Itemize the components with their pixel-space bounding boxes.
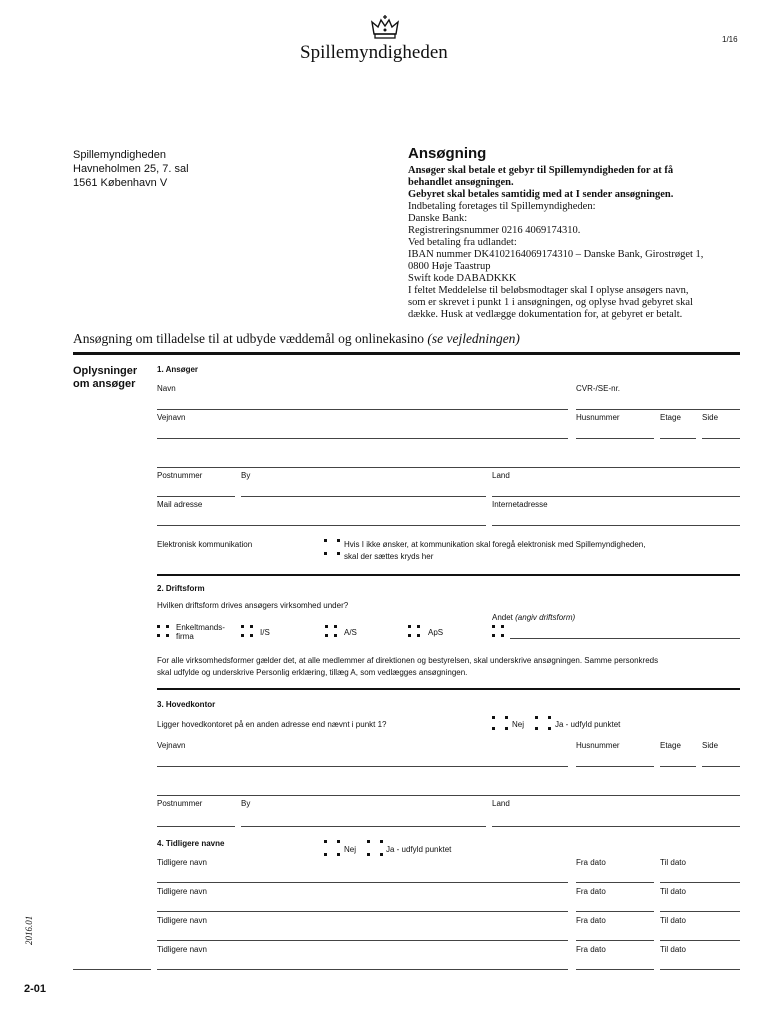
hk-field-land[interactable]: [492, 826, 740, 827]
application-title: Ansøgning: [408, 145, 487, 162]
label-internet: Internetadresse: [492, 500, 548, 509]
driftsform-note-1: For alle virksomhedsformer gælder det, at alle medlemmer af direktionen og bestyrelsen, skal underskrive ansøgningen. Samme personkreds: [157, 656, 659, 665]
andet-italic: (angiv driftsform): [515, 613, 576, 622]
payment-line-4: Ved betaling fra udlandet:: [408, 237, 517, 248]
prev-name-label: Tidligere navn: [157, 916, 207, 925]
prev-from-label: Fra dato: [576, 887, 606, 896]
prev-name-field[interactable]: [157, 969, 568, 970]
prev-to-label: Til dato: [660, 887, 686, 896]
label-postnummer: Postnummer: [157, 471, 203, 480]
prev-to-field[interactable]: [660, 940, 740, 941]
driftsform-note: [157, 655, 658, 679]
form-heading-main: Ansøgning om tilladelse til at udbyde væddemål og onlinekasino: [73, 331, 424, 346]
payment-line-5: IBAN nummer DK4102164069174310 – Danske Bank, Girostrøget 1,: [408, 249, 704, 260]
checkbox-tidligere-ja[interactable]: [367, 840, 383, 856]
hk-label-land: Land: [492, 799, 510, 808]
sidebar-line1: Oplysninger: [73, 365, 138, 377]
field-by[interactable]: [241, 496, 486, 497]
field-andet-driftsform[interactable]: [510, 638, 740, 639]
andet-text: Andet: [492, 613, 513, 622]
prev-to-label: Til dato: [660, 916, 686, 925]
prev-name-label: Tidligere navn: [157, 945, 207, 954]
hk-field-etage[interactable]: [660, 766, 696, 767]
section-divider-1: [157, 574, 740, 576]
form-heading: [73, 331, 520, 347]
field-land[interactable]: [492, 496, 740, 497]
page-number: 1/16: [722, 35, 738, 44]
address-line2: Havneholmen 25, 7. sal: [73, 163, 189, 175]
payment-line-7: Swift kode DABADKKK: [408, 273, 517, 284]
hovedkontor-nej-label: Nej: [512, 720, 525, 729]
section3-title: 3. Hovedkontor: [157, 700, 216, 709]
payment-line-9: som er skrevet i punkt 1 i ansøgningen, og oplyse hvad gebyret skal: [408, 297, 693, 308]
form-heading-italic: (se vejledningen): [427, 331, 520, 346]
prev-from-label: Fra dato: [576, 916, 606, 925]
application-info: [408, 165, 758, 321]
hk-label-vejnavn: Vejnavn: [157, 741, 186, 750]
field-address-extra[interactable]: [157, 467, 740, 468]
heading-rule: [73, 352, 740, 355]
checkbox-tidligere-nej[interactable]: [324, 840, 340, 856]
label-andet: [492, 613, 575, 622]
hk-field-postnummer[interactable]: [157, 826, 235, 827]
section2-title: 2. Driftsform: [157, 584, 205, 593]
prev-to-label: Til dato: [660, 858, 686, 867]
hk-label-etage: Etage: [660, 741, 681, 750]
hovedkontor-question: Ligger hovedkontoret på en anden adresse end nævnt i punkt 1?: [157, 720, 387, 729]
hk-label-husnummer: Husnummer: [576, 741, 620, 750]
hk-field-vejnavn[interactable]: [157, 766, 568, 767]
enkeltmands-line1: Enkeltmands-: [176, 623, 225, 632]
label-etage: Etage: [660, 413, 681, 422]
field-vejnavn[interactable]: [157, 438, 568, 439]
prev-to-field[interactable]: [660, 882, 740, 883]
section4-title: 4. Tidligere navne: [157, 839, 225, 848]
label-side: Side: [702, 413, 719, 422]
checkbox-andet[interactable]: [492, 625, 504, 637]
label-mail: Mail adresse: [157, 500, 203, 509]
hk-field-side[interactable]: [702, 766, 740, 767]
field-navn[interactable]: [157, 409, 568, 410]
hk-field-by[interactable]: [241, 826, 486, 827]
label-vejnavn: Vejnavn: [157, 413, 186, 422]
option-as: A/S: [344, 628, 357, 637]
prev-from-label: Fra dato: [576, 945, 606, 954]
driftsform-note-2: skal udfylde og underskrive Personlig erklæring, tillæg A, som vedlægges ansøgningen.: [157, 668, 468, 677]
option-is: I/S: [260, 628, 270, 637]
payment-line-10: dække. Husk at vedlægge dokumentation for, at gebyret er betalt.: [408, 309, 683, 320]
prev-to-label: Til dato: [660, 945, 686, 954]
field-side[interactable]: [702, 438, 740, 439]
prev-name-field[interactable]: [157, 940, 568, 941]
sidebar-line2: om ansøger: [73, 378, 136, 390]
prev-name-field[interactable]: [157, 882, 568, 883]
section1-title: 1. Ansøger: [157, 365, 199, 374]
elektronisk-option-2: skal der sættes kryds her: [344, 552, 434, 561]
crown-logo-icon: [370, 14, 400, 40]
label-navn: Navn: [157, 384, 176, 393]
prev-from-label: Fra dato: [576, 858, 606, 867]
label-land: Land: [492, 471, 510, 480]
prev-from-field[interactable]: [576, 940, 654, 941]
option-enkeltmandsfirma: [176, 623, 225, 641]
field-mail[interactable]: [157, 525, 486, 526]
field-etage[interactable]: [660, 438, 696, 439]
logo-wordmark: Spillemyndigheden: [300, 42, 448, 63]
hk-label-by: By: [241, 799, 251, 808]
checkbox-elektronisk[interactable]: [324, 539, 340, 555]
footer-rule: [73, 969, 151, 970]
address-line1: Spillemyndigheden: [73, 149, 166, 161]
hk-label-side: Side: [702, 741, 719, 750]
tidligere-nej-label: Nej: [344, 845, 357, 854]
hk-label-postnummer: Postnummer: [157, 799, 203, 808]
prev-to-field[interactable]: [660, 911, 740, 912]
payment-line-6: 0800 Høje Taastrup: [408, 261, 491, 272]
prev-from-field[interactable]: [576, 969, 654, 970]
address-line3: 1561 København V: [73, 177, 168, 189]
hovedkontor-ja-label: Ja - udfyld punktet: [555, 720, 621, 729]
checkbox-hovedkontor-ja[interactable]: [535, 716, 551, 730]
prev-name-label: Tidligere navn: [157, 887, 207, 896]
checkbox-hovedkontor-nej[interactable]: [492, 716, 508, 730]
fee-notice-3: Gebyret skal betales samtidig med at I sender ansøgningen.: [408, 189, 674, 200]
hk-field-husnummer[interactable]: [576, 766, 654, 767]
payment-line-1: Indbetaling foretages til Spillemyndigheden:: [408, 201, 596, 212]
prev-name-field[interactable]: [157, 911, 568, 912]
fee-notice-1: Ansøger skal betale et gebyr til Spillemyndigheden for at få: [408, 165, 674, 176]
field-cvr[interactable]: [576, 409, 740, 410]
sidebar-label: [73, 365, 137, 391]
driftsform-question: Hvilken driftsform drives ansøgers virksomhed under?: [157, 601, 349, 610]
label-cvr: CVR-/SE-nr.: [576, 384, 621, 393]
version-label: 2016.01: [24, 915, 34, 945]
checkbox-is[interactable]: [241, 625, 253, 637]
label-husnummer: Husnummer: [576, 413, 620, 422]
payment-line-3: Registreringsnummer 0216 4069174310.: [408, 225, 581, 236]
prev-to-field[interactable]: [660, 969, 740, 970]
checkbox-aps[interactable]: [408, 625, 420, 637]
payment-line-8: I feltet Meddelelse til beløbsmodtager skal I oplyse ansøgers navn,: [408, 285, 689, 296]
elektronisk-option-1: Hvis I ikke ønsker, at kommunikation skal foregå elektronisk med Spillemyndigheden,: [344, 540, 646, 549]
prev-name-label: Tidligere navn: [157, 858, 207, 867]
prev-from-field[interactable]: [576, 911, 654, 912]
option-aps: ApS: [428, 628, 444, 637]
field-internet[interactable]: [492, 525, 740, 526]
field-postnummer[interactable]: [157, 496, 235, 497]
section-divider-2: [157, 688, 740, 690]
hk-field-address-extra[interactable]: [157, 795, 740, 796]
address-block: [73, 148, 189, 190]
field-husnummer[interactable]: [576, 438, 654, 439]
checkbox-as[interactable]: [325, 625, 337, 637]
payment-line-2: Danske Bank:: [408, 213, 468, 224]
checkbox-enkeltmandsfirma[interactable]: [157, 625, 169, 637]
fee-notice-2: behandlet ansøgningen.: [408, 177, 514, 188]
label-by: By: [241, 471, 251, 480]
label-elektronisk: Elektronisk kommunikation: [157, 540, 253, 549]
enkeltmands-line2: firma: [176, 632, 194, 641]
prev-from-field[interactable]: [576, 882, 654, 883]
tidligere-ja-label: Ja - udfyld punktet: [386, 845, 452, 854]
form-code: 2-01: [24, 983, 47, 995]
